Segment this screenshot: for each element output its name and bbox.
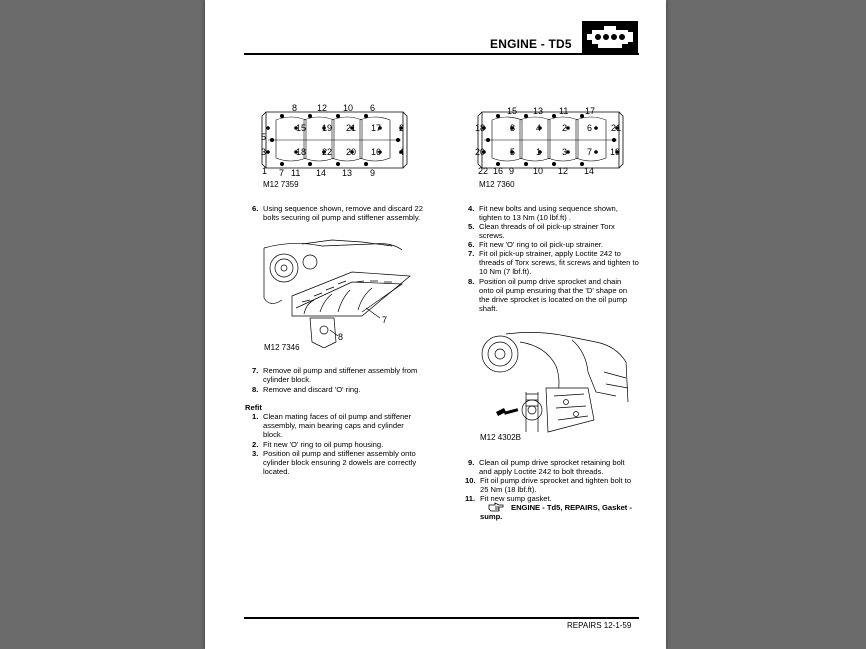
oil-pump-stiffener-illustration [262, 238, 412, 348]
bolt-label: 5 [510, 147, 516, 157]
section-heading-refit: Refit [245, 403, 262, 412]
bolt-label: 15 [507, 106, 518, 116]
step-number: 8. [468, 277, 475, 286]
step-line: cylinder block. [263, 375, 312, 385]
bolt-label: 2 [399, 123, 405, 133]
step-text [263, 366, 417, 384]
bolt-label: 17 [371, 123, 382, 133]
step-line: bolts securing oil pump and stiffener assembly. [263, 213, 421, 223]
step-number: 7. [468, 249, 475, 258]
bolt-label: 18 [296, 147, 307, 157]
bolt-label: 1 [262, 166, 268, 176]
step-line: block. [263, 430, 283, 440]
page-footer: REPAIRS 12-1-59 [567, 621, 632, 630]
figure-code: M12 7359 [263, 180, 299, 189]
step-number: 9. [468, 458, 475, 467]
step-line: screws. [479, 231, 505, 241]
bolt-label: 4 [536, 123, 542, 133]
bolt-label: 21 [346, 123, 357, 133]
part-label: 8 [338, 332, 344, 342]
step-text [480, 476, 631, 494]
bolt-label: 11 [559, 106, 569, 116]
cross-reference-line: ENGINE - Td5, REPAIRS, Gasket - [511, 503, 632, 512]
step-text: Fit new 'O' ring to oil pick-up strainer. [479, 240, 604, 249]
step-line: Fit oil pump drive sprocket and tighten bolt to [480, 476, 632, 485]
step-line: Remove oil pump and stiffener assembly from [263, 366, 418, 375]
bolt-label: 10 [343, 103, 354, 113]
page-title: ENGINE - TD5 [490, 37, 572, 51]
step-text: Remove and discard 'O' ring. [263, 385, 361, 394]
cross-reference-link[interactable] [511, 503, 632, 512]
bolt-label: 20 [475, 147, 486, 157]
step-line: Position oil pump and stiffener assembly onto [263, 449, 416, 458]
bolt-label: 5 [261, 132, 267, 142]
bolt-label: 17 [585, 106, 596, 116]
step-text: Fit new 'O' ring to oil pump housing. [263, 440, 384, 449]
cross-reference-link-continued[interactable] [480, 512, 502, 521]
step-number: 8. [252, 385, 259, 394]
step-number: 6. [252, 204, 259, 213]
step-line: onto oil pump ensuring that the 'D' shape on [479, 286, 628, 296]
bolt-label: 11 [291, 168, 301, 178]
part-label: 7 [382, 315, 388, 325]
bolt-label: 14 [584, 166, 595, 176]
step-line: shaft. [479, 304, 498, 314]
bolt-label: 7 [587, 147, 593, 157]
step-text [479, 204, 618, 222]
step-number: 5. [468, 222, 475, 231]
step-text [263, 204, 423, 222]
figure-code: M12 7360 [479, 180, 515, 189]
step-line: cylinder block ensuring 2 dowels are correctly [263, 458, 417, 468]
step-line: Clean threads of oil pick-up strainer Torx [479, 222, 615, 231]
bolt-label: 3 [261, 147, 267, 157]
bolt-sequence-figure-refit [474, 100, 629, 178]
step-line: the drive sprocket is located on the oil pump [479, 295, 628, 305]
bolt-label: 19 [610, 147, 621, 157]
step-number: 7. [252, 366, 259, 375]
bolt-label: 12 [558, 166, 569, 176]
step-line: located. [263, 467, 290, 477]
bolt-label: 8 [292, 103, 298, 113]
bolt-label: 9 [509, 166, 515, 176]
step-line: and apply Loctite 242 to bolt threads. [479, 467, 604, 477]
step-line: Fit oil pick-up strainer, apply Loctite 242 to [479, 249, 621, 258]
bolt-label: 16 [493, 166, 504, 176]
pointing-hand-icon [488, 502, 504, 512]
bolt-label: 13 [533, 106, 544, 116]
step-text [479, 249, 639, 276]
bolt-label: 9 [370, 168, 376, 178]
step-number: 6. [468, 240, 475, 249]
bolt-label: 13 [342, 168, 353, 178]
bolt-label: 8 [510, 123, 516, 133]
step-number: 3. [252, 449, 259, 458]
bolt-label: 7 [279, 168, 285, 178]
bolt-label: 19 [322, 123, 333, 133]
bolt-label: 2 [562, 123, 568, 133]
step-line: Clean oil pump drive sprocket retaining bolt [479, 458, 625, 467]
step-number: 4. [468, 204, 475, 213]
step-line: Clean mating faces of oil pump and stiffener [263, 412, 412, 421]
bolt-label: 6 [587, 123, 593, 133]
step-text [263, 449, 416, 476]
bolt-label: 16 [371, 147, 382, 157]
bolt-label: 15 [296, 123, 307, 133]
bolt-label: 20 [346, 147, 357, 157]
step-text [479, 222, 615, 240]
step-line: assembly, main bearing caps and cylinder [263, 421, 404, 431]
bolt-label: 14 [316, 168, 327, 178]
engine-icon [582, 21, 638, 53]
bolt-label: 22 [322, 147, 333, 157]
step-number: 2. [252, 440, 259, 449]
step-text [479, 277, 627, 313]
step-line: tighten to 13 Nm (10 lbf.ft) . [479, 213, 572, 223]
bolt-label: 6 [370, 103, 376, 113]
step-line: 25 Nm (18 lbf.ft). [480, 485, 537, 495]
bolt-label: 4 [399, 147, 405, 157]
step-text: Fit new sump gasket. [480, 494, 552, 503]
cross-reference-line: sump. [480, 512, 503, 521]
figure-code: M12 7346 [264, 343, 300, 352]
figure-code: M12 4302B [480, 433, 521, 442]
step-text [479, 458, 625, 476]
step-line: Fit new bolts and using sequence shown, [479, 204, 618, 213]
step-number: 1. [252, 412, 259, 421]
bolt-label: 12 [317, 103, 328, 113]
step-text [263, 412, 411, 439]
footer-rule [244, 617, 639, 619]
bolt-sequence-figure-removal [258, 100, 413, 178]
drive-sprocket-illustration [476, 332, 634, 440]
bolt-label: 22 [478, 166, 489, 176]
step-line: threads of Torx screws, fit screws and tighten to [479, 258, 639, 268]
step-line: Position oil pump drive sprocket and chain [479, 277, 622, 286]
step-number: 10. [465, 476, 476, 485]
header-rule [244, 53, 639, 55]
bolt-label: 1 [536, 147, 542, 157]
step-line: Using sequence shown, remove and discard 22 [263, 204, 423, 213]
step-number: 11. [465, 494, 476, 503]
bolt-label: 21 [611, 123, 622, 133]
bolt-label: 3 [562, 147, 568, 157]
bolt-label: 18 [475, 123, 486, 133]
bolt-label: 10 [533, 166, 544, 176]
step-line: 10 Nm (7 lbf.ft). [479, 267, 532, 277]
